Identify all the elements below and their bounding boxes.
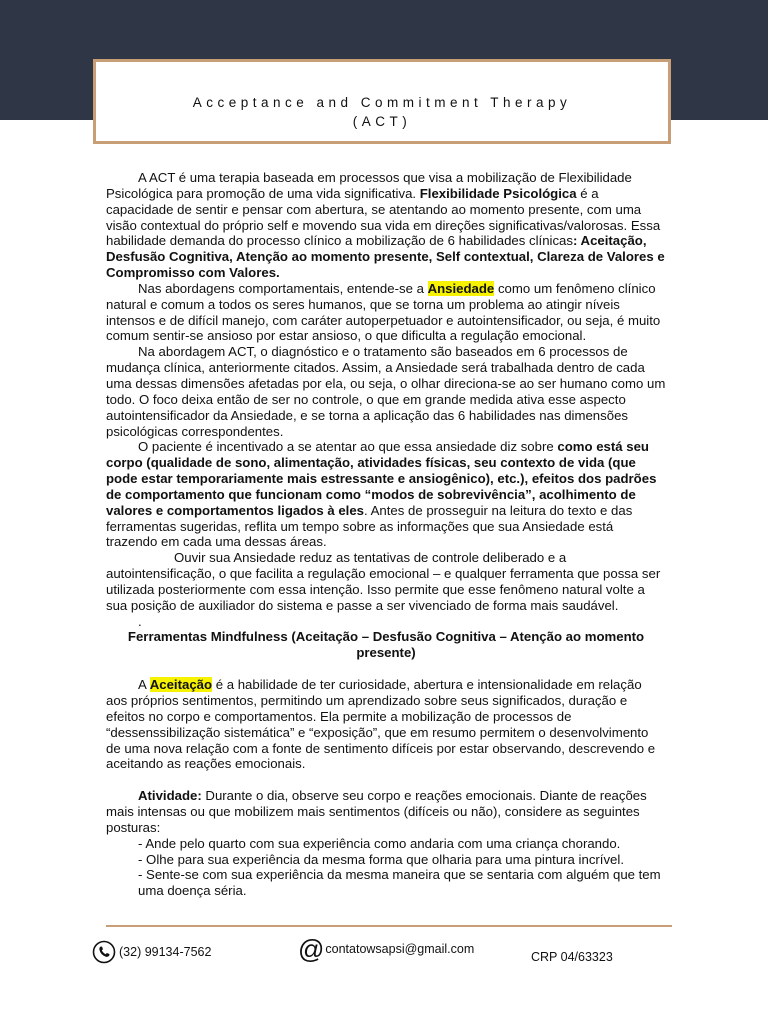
stray-dot: . [138,613,142,629]
document-body [106,170,666,899]
paragraph-acceptance: A Aceitação é a habilidade de ter curiosidade, abertura e intensionalidade em relação aos próprios sentimentos, permitindo um aprendizado sobre seus significados, duração e efeitos no corpo e comportamentos. Ela permite a mobilização de processos de “dessenssibilização sistemática” e “exposição”, que em resumo permitem o desenvolvimento de uma nova relação com a fonte de sentimento difíceis por estar observando, descrevendo e aceitando as reações emocionais. [106,677,656,772]
paragraph-activity: Atividade: Durante o dia, observe seu corpo e reações emocionais. Diante de reações mais intensas ou que mobilizem mais sentimentos (difíceis ou não), considere as seguintes posturas: [106,788,647,835]
footer-crp [531,950,613,964]
list-item: - Ande pelo quarto com sua experiência como andaria com uma criança chorando. [138,835,621,851]
highlight-aceitacao: Aceitação [149,677,213,693]
paragraph-anxiety: Nas abordagens comportamentais, entende-se a Ansiedade como um fenômeno clínico natural e comum a todos os seres humanos, que se torna um problema ao atingir níveis intensos e de difícil manejo, com caráter autoperpetuador e autointensificador, ou seja, é muito comum sentir-se ansioso por estar ansioso, o que dificulta a regulação emocional. [106,280,661,344]
paragraph-intro: A ACT é uma terapia baseada em processos que visa a mobilização de Flexibilidade Psicológica para promoção de uma vida significativa. Flexibilidade Psicológica é a capacidade de sentir e pensar com abertura, se atentando ao momento presente, com uma visão contextual do próprio self e movendo sua vida em direções significativas/valorosas. Essa habilidade demanda do processo clínico a mobilização de 6 habilidades clínicas: Aceitação, Desfusão Cognitiva, Atenção ao momento presente, Self contextual, Clareza de Valores e Compromisso com Valores. [106,170,665,281]
footer-divider [106,925,672,927]
list-item: - Olhe para sua experiência da mesma forma que olharia para uma pintura incrível. [138,851,624,867]
footer [92,934,692,980]
list-item: - Sente-se com sua experiência da mesma maneira que se sentaria com alguém que tem uma doença séria. [138,867,661,899]
highlight-ansiedade: Ansiedade [427,280,495,296]
footer-phone [92,940,211,964]
paragraph-act-approach: Na abordagem ACT, o diagnóstico e o tratamento são baseados em 6 processos de mudança clínica, anteriormente citados. Assim, a Ansiedade será trabalhada dentro de cada uma dessas dimensões afetadas por ela, ou seja, o olhar direciona-se ao ser humano como um todo. O foco deixa então de ser no controle, o que em grande medida ativa esse aspecto autointensificador da Ansiedade, e se torna a aplicação das 6 habilidades nas dimensões psicológicas correspondentes. [106,344,666,439]
phone-number: (32) 99134-7562 [119,945,212,959]
paragraph-patient: O paciente é incentivado a se atentar ao que essa ansiedade diz sobre como está seu corpo (qualidade de sono, alimentação, atividades físicas, seu contexto de vida (que pode estar temporariamente mais estressante e ansiogênico), etc.), efeitos dos padrões de comportamento que funcionam como “modos de sobrevivência”, acolhimento de valores e comportamentos ligados à eles. Antes de prosseguir na leitura do texto e das ferramentas sugeridas, reflita um tempo sobre as informações que sua Ansiedade está trazendo em cada uma dessas áreas. [106,439,657,550]
page-subtitle: (ACT) [352,114,412,129]
crp-number: CRP 04/63323 [531,950,613,964]
paragraph-listen: Ouvir sua Ansiedade reduz as tentativas de controle deliberado e a autointensificação, o que facilita a regulação emocional – e qualquer ferramenta que possa ser utilizada posteriormente com essa intenção. Isso permite que esse fenômeno natural volte a sua posição de auxiliador do sistema e passe a ser vivenciado de forma mais saudável. [106,550,661,613]
email-address: contatowsapsi@gmail.com [325,942,475,956]
footer-email [298,936,474,962]
page-title: Acceptance and Commitment Therapy [192,95,572,110]
title-box [93,59,671,144]
spacer [106,661,666,677]
section-heading: Ferramentas Mindfulness (Aceitação – Desfusão Cognitiva – Atenção ao momento presente) [127,629,645,661]
phone-icon [92,940,116,964]
spacer [106,772,666,788]
at-icon: @ [298,934,325,964]
